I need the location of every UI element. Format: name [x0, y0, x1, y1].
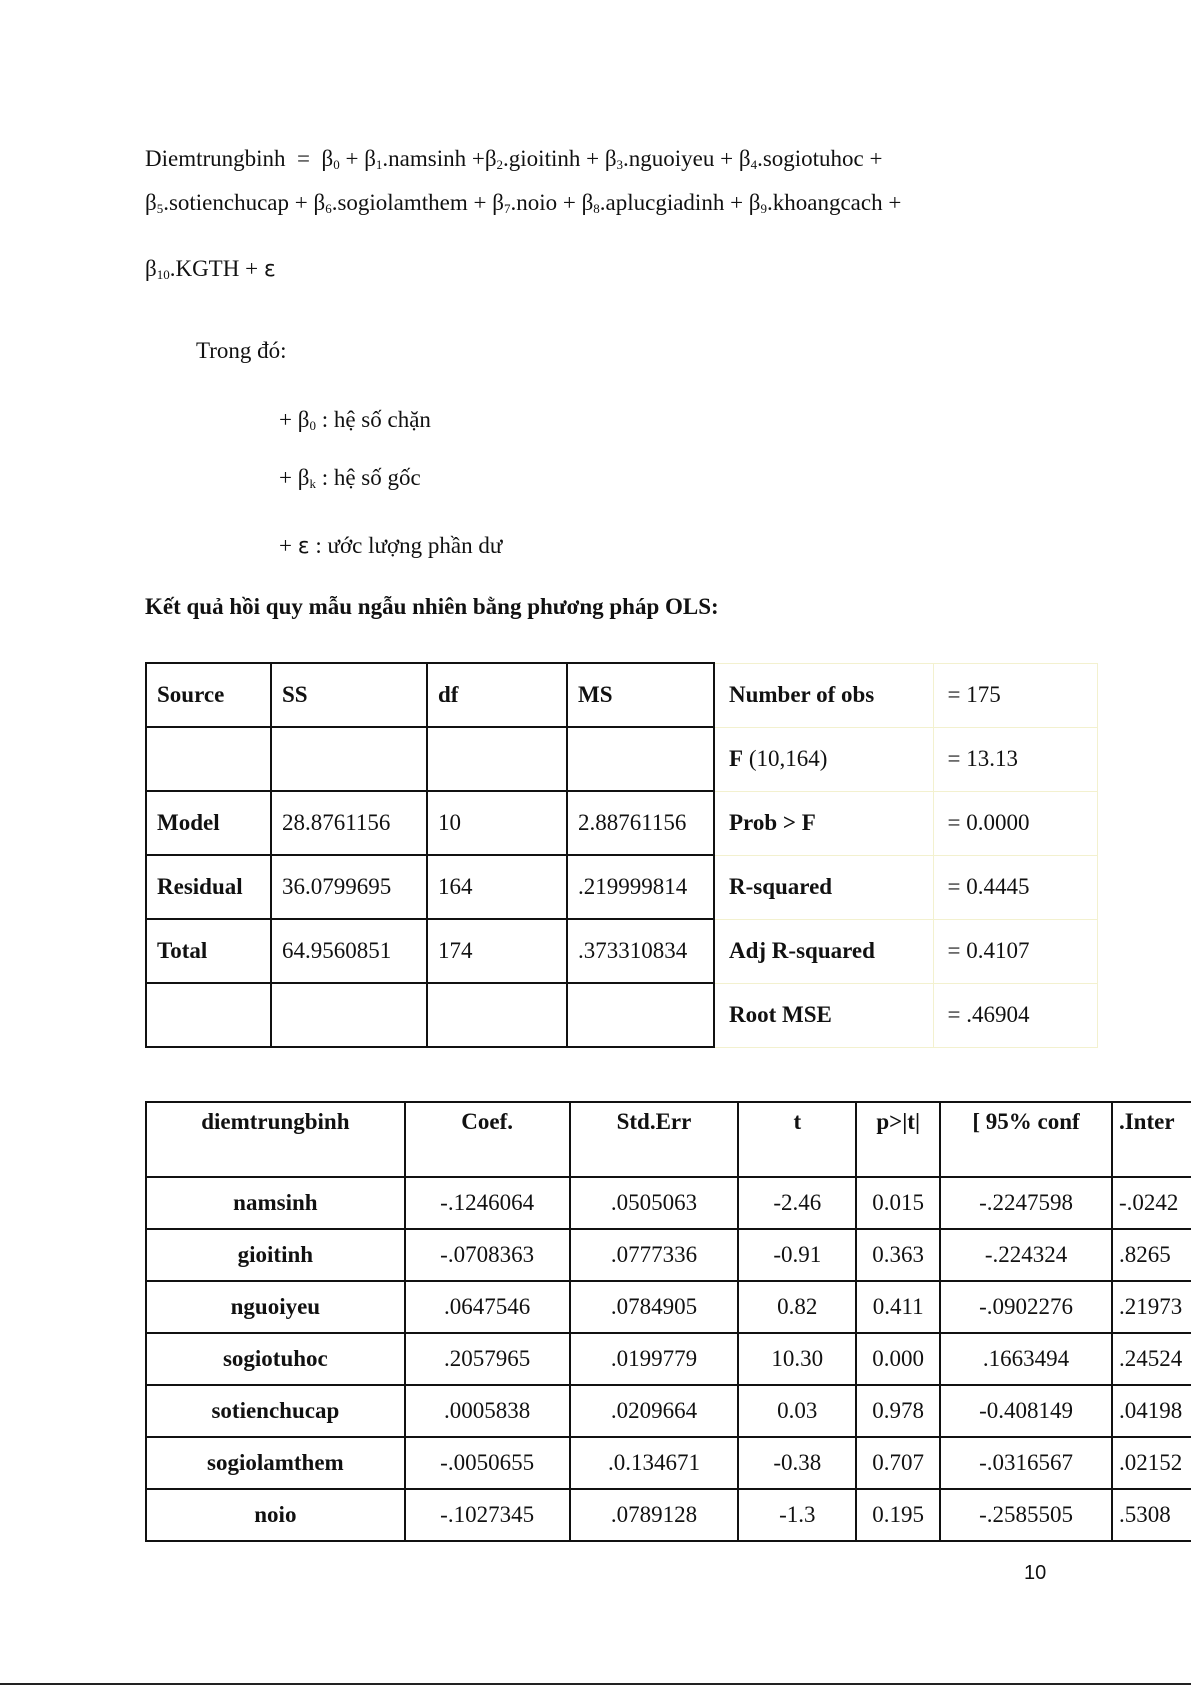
table-cell: 2.88761156 — [567, 791, 714, 855]
stat-value: = .46904 — [933, 983, 1097, 1047]
header-coef: Coef. — [405, 1102, 570, 1177]
table-row — [146, 1229, 1191, 1281]
header-t: t — [738, 1102, 856, 1177]
header-p: p>|t| — [856, 1102, 940, 1177]
table-cell: 0.363 — [856, 1229, 940, 1281]
anova-header-ms: MS — [567, 663, 714, 727]
table-header-row — [146, 1102, 1191, 1177]
stat-value: = 0.4107 — [933, 919, 1097, 983]
table-cell: 0.707 — [856, 1437, 940, 1489]
table-cell: -.0902276 — [940, 1281, 1112, 1333]
table-cell: 36.0799695 — [271, 855, 427, 919]
table-cell: 0.82 — [738, 1281, 856, 1333]
stat-label: Number of obs — [714, 663, 933, 727]
anova-header-ss: SS — [271, 663, 427, 727]
table-cell — [146, 727, 271, 791]
table-cell: 64.9560851 — [271, 919, 427, 983]
table-cell: Residual — [146, 855, 271, 919]
table-cell: .0789128 — [570, 1489, 739, 1541]
table-cell: gioitinh — [146, 1229, 405, 1281]
table-cell: noio — [146, 1489, 405, 1541]
stat-label: Prob > F — [714, 791, 933, 855]
table-cell: .0784905 — [570, 1281, 739, 1333]
table-cell — [271, 727, 427, 791]
table-row — [146, 1437, 1191, 1489]
table-cell: Model — [146, 791, 271, 855]
table-row — [146, 855, 1097, 919]
table-cell: -.0242 — [1112, 1177, 1191, 1229]
anova-header-source: Source — [146, 663, 271, 727]
table-cell: .2057965 — [405, 1333, 570, 1385]
table-cell: .0647546 — [405, 1281, 570, 1333]
table-cell: .0199779 — [570, 1333, 739, 1385]
table-cell: 10.30 — [738, 1333, 856, 1385]
table-cell — [146, 983, 271, 1047]
stat-value: = 0.4445 — [933, 855, 1097, 919]
where-beta0: + $\beta_0$ : hệ số chặn — [279, 407, 431, 433]
table-cell: 174 — [427, 919, 567, 983]
table-cell — [567, 983, 714, 1047]
where-epsilon: + ε : ước lượng phần dư — [279, 533, 503, 559]
table-row — [146, 1333, 1191, 1385]
table-cell: .373310834 — [567, 919, 714, 983]
table-cell: 0.000 — [856, 1333, 940, 1385]
table-cell: -0.91 — [738, 1229, 856, 1281]
table-cell: .24524 — [1112, 1333, 1191, 1385]
table-cell: nguoiyeu — [146, 1281, 405, 1333]
table-cell: sogiotuhoc — [146, 1333, 405, 1385]
table-row — [146, 919, 1097, 983]
header-conf-high: .Inter — [1112, 1102, 1191, 1177]
table-cell: -.0316567 — [940, 1437, 1112, 1489]
formula-line-2: $\beta_5.sotienchucap$ + $\beta_6.sogiolamthem$ + $\beta_7.noio$ + $\beta_8.aplucgiadinh$ + $\beta_9.khoangcach$ + — [145, 190, 902, 216]
table-cell: -.2585505 — [940, 1489, 1112, 1541]
table-row — [146, 1177, 1191, 1229]
table-row — [146, 727, 1097, 791]
stat-label: R-squared — [714, 855, 933, 919]
table-cell: .21973 — [1112, 1281, 1191, 1333]
results-heading: Kết quả hồi quy mẫu ngẫu nhiên bằng phương pháp OLS: — [145, 594, 719, 619]
table-cell: sotienchucap — [146, 1385, 405, 1437]
header-stderr: Std.Err — [570, 1102, 739, 1177]
table-cell: namsinh — [146, 1177, 405, 1229]
table-cell: .0005838 — [405, 1385, 570, 1437]
table-cell: .1663494 — [940, 1333, 1112, 1385]
stat-label: F (10,164) — [714, 727, 933, 791]
table-cell: .219999814 — [567, 855, 714, 919]
table-cell: Total — [146, 919, 271, 983]
table-cell: 28.8761156 — [271, 791, 427, 855]
stat-label: Adj R-squared — [714, 919, 933, 983]
table-cell: -.1246064 — [405, 1177, 570, 1229]
table-cell: -2.46 — [738, 1177, 856, 1229]
table-cell — [271, 983, 427, 1047]
table-cell: -.0050655 — [405, 1437, 570, 1489]
table-cell: 0.411 — [856, 1281, 940, 1333]
table-cell: .8265 — [1112, 1229, 1191, 1281]
table-cell: 10 — [427, 791, 567, 855]
table-cell — [427, 727, 567, 791]
table-cell: 0.015 — [856, 1177, 940, 1229]
table-cell: .0.134671 — [570, 1437, 739, 1489]
where-betak: + $\beta_k$ : hệ số gốc — [279, 465, 421, 491]
formula-line-1: Diemtrungbinh = $\beta_0 + \beta_1.namsinh$ $+\beta_2.gioitinh$ + $\beta_3.nguoiyeu$ + $\beta_4.sogiotuhoc$ + — [145, 146, 883, 172]
where-title: Trong đó: — [196, 338, 287, 363]
header-conf-low: [ 95% conf — [940, 1102, 1112, 1177]
table-row — [146, 791, 1097, 855]
table-row — [146, 663, 1097, 727]
stat-label: Root MSE — [714, 983, 933, 1047]
table-cell: 164 — [427, 855, 567, 919]
table-cell: .02152 — [1112, 1437, 1191, 1489]
table-cell: -.2247598 — [940, 1177, 1112, 1229]
table-cell: 0.978 — [856, 1385, 940, 1437]
table-row — [146, 1385, 1191, 1437]
stat-value: = 13.13 — [933, 727, 1097, 791]
page-number: 10 — [1024, 1562, 1047, 1584]
table-cell: sogiolamthem — [146, 1437, 405, 1489]
epsilon-symbol: ε — [263, 257, 276, 282]
table-cell: .0209664 — [570, 1385, 739, 1437]
table-cell: .0777336 — [570, 1229, 739, 1281]
table-cell: -0.408149 — [940, 1385, 1112, 1437]
table-cell: .5308 — [1112, 1489, 1191, 1541]
table-cell: .04198 — [1112, 1385, 1191, 1437]
anova-header-df: df — [427, 663, 567, 727]
table-cell: 0.195 — [856, 1489, 940, 1541]
header-variable: diemtrungbinh — [146, 1102, 405, 1177]
table-cell: -.0708363 — [405, 1229, 570, 1281]
formula-line-3: $\beta_{10}.KGTH + \varepsilon$ — [145, 256, 276, 282]
table-cell: -0.38 — [738, 1437, 856, 1489]
anova-table — [145, 662, 1098, 1048]
table-cell: -.1027345 — [405, 1489, 570, 1541]
table-cell: 0.03 — [738, 1385, 856, 1437]
stat-value: = 175 — [933, 663, 1097, 727]
table-cell — [567, 727, 714, 791]
table-row — [146, 983, 1097, 1047]
table-row — [146, 1489, 1191, 1541]
coefficient-table — [145, 1101, 1191, 1542]
table-row — [146, 1281, 1191, 1333]
stat-value: = 0.0000 — [933, 791, 1097, 855]
table-cell: -.224324 — [940, 1229, 1112, 1281]
table-cell: -1.3 — [738, 1489, 856, 1541]
table-cell — [427, 983, 567, 1047]
table-cell: .0505063 — [570, 1177, 739, 1229]
